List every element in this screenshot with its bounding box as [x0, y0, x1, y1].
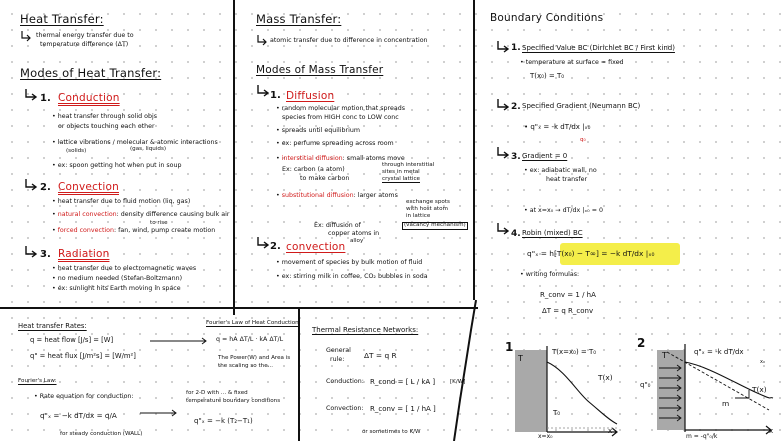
mass-conv-title: convection [286, 241, 346, 253]
fig2-slope-triangle [735, 390, 749, 398]
note-b: temperature boundary conditions [186, 398, 281, 404]
cond-bullet-3: • ex: spoon getting hot when put in soup [52, 162, 182, 169]
diff-title: Diffusion [286, 90, 335, 102]
heat-def-1: thermal energy transfer due to [36, 32, 134, 39]
mass-conv-bullet-1: • movement of species by bulk motion of fluid [276, 259, 423, 266]
mass-def: atomic transfer due to difference in concentration [270, 37, 428, 44]
fig1-number: 1 [505, 340, 514, 354]
rad-title: Radiation [58, 248, 110, 260]
resist-bottom: or sometimes to K/W [362, 429, 421, 435]
fourier-title: Fourier's Law of Heat Conduction [206, 320, 299, 326]
fig2-x: x [769, 427, 774, 435]
divider-horizontal [0, 307, 478, 309]
rates-title: Heat transfer Rates: [18, 322, 87, 330]
arrow-icon [496, 98, 510, 112]
substitutional-ex-2: copper atoms in [328, 230, 380, 237]
rates-q: q = heat flow [J/s] = [W] [30, 336, 114, 344]
bc1-eq: T(x₀) = T₀ [530, 72, 565, 80]
resist-title: Thermal Resistance Networks: [312, 326, 419, 334]
arrow-icon [20, 30, 32, 42]
bc3-bullet-b: heat transfer [546, 176, 588, 183]
rad-bullet-2: • no medium needed (Stefan-Boltzmann) [52, 275, 183, 282]
rates-bottom: for steady conduction (WALL) [60, 431, 143, 437]
fourier-law-label: Fourier's Law: [18, 378, 57, 384]
bc2-eq: • q"ₓ = -k dT/dx |ₓ₀ [524, 123, 591, 131]
heat-title: Heat Transfer: [20, 12, 104, 26]
fig1-x: x [608, 427, 613, 435]
bc4-number: 4. [511, 229, 521, 239]
fig1-eq: T(x=x₀) = T₀ [552, 348, 597, 356]
bc4-bullet: • writing formulas: [520, 271, 580, 278]
cond-bullet-1b: or objects touching each other [58, 123, 155, 130]
resist-cond-eq: R_cond = [ L / kA ] [370, 378, 436, 386]
fig1-x-axis [547, 428, 617, 436]
bc4-title: Robin (mixed) BC [522, 229, 583, 237]
arrow-icon [496, 40, 510, 54]
substitutional-line: • substitutional diffusion: larger atoms [276, 192, 398, 199]
resist-conv-eq: R_conv = [ 1 / hA ] [370, 405, 436, 413]
bc3-number: 3. [511, 152, 521, 162]
interstitial-note-2: sites in metal [382, 169, 420, 175]
bc1-number: 1. [511, 43, 521, 53]
fig1-bottom: x=x₀ [538, 433, 553, 440]
rate-eq-label: • Rate equation for conduction: [34, 393, 134, 400]
fig1-t-label: T [518, 354, 523, 363]
resist-general: General [326, 347, 351, 354]
fig2-bottom: m = -q"₀/k [686, 433, 718, 440]
steady-eq: q"ₓ = −k (T₂−T₁) [194, 417, 253, 425]
fig1-t0: T₀ [553, 409, 561, 417]
substitutional-note-4: (vacancy mechanism) [404, 222, 466, 228]
fig2-q0: q"₀ [640, 381, 651, 389]
mass-conv-number: 2. [270, 241, 281, 252]
rates-note-1: The Power(W) and Area is [218, 355, 291, 361]
arrow-icon [24, 245, 38, 259]
conv-bullet-2: • natural convection: density difference causing bulk air [52, 211, 230, 218]
resist-general-eq: ΔT = q R [364, 351, 397, 360]
arrow-icon [256, 236, 270, 250]
bc2-number: 2. [511, 102, 521, 112]
rates-note-2: the scaling so the... [218, 363, 273, 369]
cond-bullet-1a: • heat transfer through solid objs [52, 113, 158, 120]
divider-vertical-right [473, 0, 475, 300]
fig1-curve-label: T(x) [598, 373, 613, 382]
cond-title: Conduction [58, 92, 120, 104]
diff-bullet-1a: • random molecular motion that spreads [276, 105, 405, 112]
interstitial-ex-1: Ex: carbon (a atom) [282, 166, 345, 173]
arrow-icon [24, 88, 38, 102]
rad-bullet-3: • ex: sunlight hits Earth moving in space [52, 285, 181, 292]
mass-conv-bullet-2: • ex: stirring milk in coffee, CO₂ bubbles in soda [276, 273, 428, 280]
rates-q-relation: q = hA ΔT/L · kA ΔT/L [216, 336, 284, 343]
fourier-eq: q"ₓ = −k dT/dx = q/A [40, 411, 117, 420]
arrow-icon [256, 84, 270, 98]
rad-bullet-1: • heat transfer due to electromagnetic waves [52, 265, 197, 272]
resist-cond-label: Conduction: [326, 378, 364, 385]
bc1-title: Specified Value BC (Dirichlet BC / First kind) [522, 44, 675, 52]
bc3-bullet-a: • ex: adiabatic wall, no [524, 167, 597, 174]
interstitial-note-3: crystal lattice [382, 176, 420, 182]
fig2-eq-sub: x₀ [760, 359, 765, 365]
arrow-icon [24, 178, 38, 192]
diff-bullet-2: • spreads until equilibrium [276, 127, 360, 134]
conv-bullet-1: • heat transfer due to fluid motion (liq, gas) [52, 198, 191, 205]
substitutional-note-3: in lattice [406, 213, 431, 219]
cond-bullet-2c: (gas, liquids) [130, 146, 167, 152]
mass-modes-title: Modes of Mass Transfer [256, 64, 384, 76]
divider-vertical-bottom [298, 308, 300, 441]
conv-title: Convection [58, 181, 119, 193]
boundary-title: Boundary Conditions [490, 12, 604, 24]
note-a: for 2-D with ... & fixed [186, 390, 248, 396]
arrow-icon [496, 146, 510, 160]
arrow-icon [150, 338, 210, 344]
dt-eq: ΔT = q R_conv [542, 307, 594, 315]
arrow-icon [256, 34, 268, 46]
fig2-m: m [722, 399, 730, 408]
bc3-eq: • at x=x₀ → dT/dx |ₓ₀ = 0 [524, 207, 603, 214]
fig2-t-label: T [662, 351, 667, 360]
conv-bullet-3: • forced convection: fan, wind, pump create motion [52, 227, 216, 234]
substitutional-ex-3: alloy [350, 238, 364, 244]
substitutional-note-2: with host atom [406, 206, 448, 212]
diff-bullet-3: • ex: perfume spreading across room [276, 140, 394, 147]
mass-title: Mass Transfer: [256, 12, 342, 26]
bc4-eq: q"ₓ = h[T(x₀) − T∞] = −k dT/dx |ₓ₀ [527, 249, 655, 258]
heat-def-2: temperature difference (ΔT) [40, 41, 129, 48]
diff-bullet-1b: species from HIGH conc to LOW conc [282, 114, 399, 121]
bc3-title: Gradient = 0 [522, 152, 568, 160]
heat-modes-title: Modes of Heat Transfer: [20, 66, 162, 80]
substitutional-note-1: exchange spots [406, 199, 450, 205]
fig2-curve-label: T(x) [752, 385, 767, 394]
rad-number: 3. [40, 249, 51, 260]
bc2-title: Specified Gradient (Neumann BC) [522, 102, 641, 110]
arrow-icon [496, 222, 510, 236]
resist-rule: rule: [330, 356, 345, 363]
resist-conv-label: Convection: [326, 405, 364, 412]
substitutional-ex-1: Ex: diffusion of [314, 222, 361, 229]
rates-qpp: q" = heat flux [J/m²s] = [W/m²] [30, 352, 136, 360]
resist-cond-unit: [K/W] [450, 379, 466, 385]
bc2-note: q₀ [580, 137, 586, 143]
fig2-eq: q"ₓ = -k dT/dx [694, 348, 744, 356]
arrow-icon [140, 410, 180, 416]
cond-bullet-2b: (solids) [66, 148, 87, 154]
cond-number: 1. [40, 93, 51, 104]
conv-number: 2. [40, 182, 51, 193]
bc1-bullet: • temperature at surface = fixed [520, 59, 624, 66]
interstitial-note-1: through interstitial [382, 162, 435, 168]
interstitial-ex-2: to make carbon [300, 175, 350, 182]
conv-bullet-2b: to rise [150, 220, 168, 226]
diff-number: 1. [270, 90, 281, 101]
rconv-eq: R_conv = 1 / hA [540, 291, 596, 299]
interstitial-line: • interstitial diffusion: small atoms move [276, 155, 405, 162]
cond-bullet-2a: • lattice vibrations / molecular & atomic interactions [52, 139, 218, 146]
divider-vertical-left [233, 0, 235, 315]
fig2-number: 2 [637, 336, 646, 350]
